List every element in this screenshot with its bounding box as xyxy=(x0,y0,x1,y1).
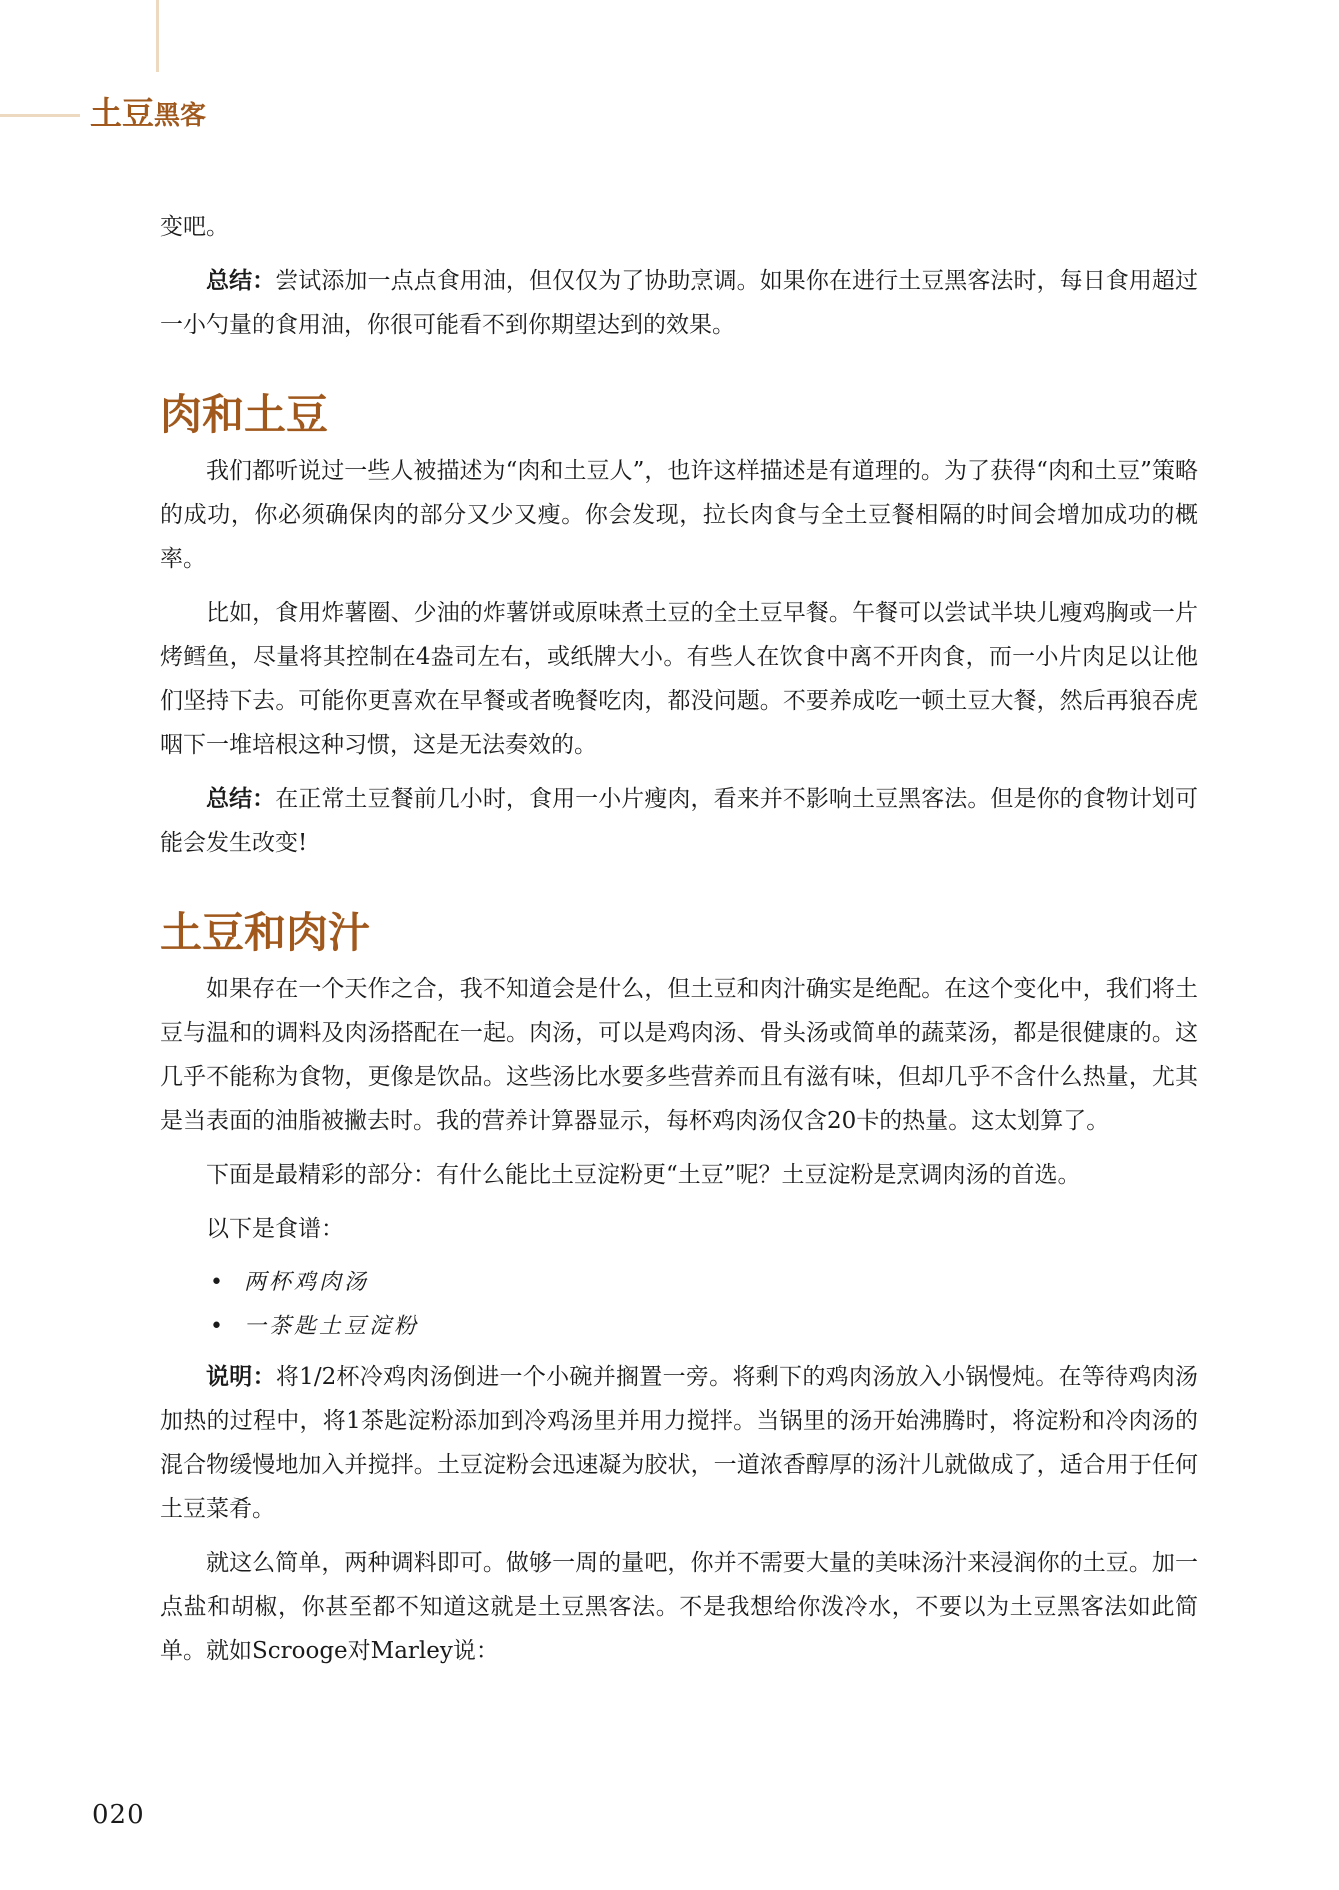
ingredient-text: 两杯鸡肉汤 xyxy=(244,1270,370,1295)
decorative-vertical-rule xyxy=(156,0,159,72)
page-number: 020 xyxy=(92,1800,145,1830)
bullet-glyph: • xyxy=(210,1270,226,1295)
list-item xyxy=(210,1261,1198,1305)
summary-label: 总结： xyxy=(206,268,276,294)
summary-paragraph xyxy=(160,259,1198,347)
page-body xyxy=(160,205,1198,1683)
continuation-text: 变吧。 xyxy=(160,214,229,240)
summary-label: 总结： xyxy=(206,786,276,812)
body-paragraph: 就这么简单，两种调料即可。做够一周的量吧，你并不需要大量的美味汤汁来浸润你的土豆。加一点盐和胡椒，你甚至都不知道这就是土豆黑客法。不是我想给你泼冷水，不要以为土豆黑客法如此简单。就如Scrooge对Marley说： xyxy=(160,1550,1198,1664)
running-header-title-small: 黑客 xyxy=(154,101,207,131)
decorative-horizontal-rule xyxy=(0,114,80,117)
summary-text: 在正常土豆餐前几小时，食用一小片瘦肉，看来并不影响土豆黑客法。但是你的食物计划可能会发生改变! xyxy=(160,786,1199,856)
section-heading-meat-potatoes: 肉和土豆 xyxy=(160,390,329,439)
summary-text: 尝试添加一点点食用油，但仅仅为了协助烹调。如果你在进行土豆黑客法时，每日食用超过一小勺量的食用油，你很可能看不到你期望达到的效果。 xyxy=(160,268,1199,338)
recipe-intro: 以下是食谱： xyxy=(206,1216,344,1242)
body-paragraph: 如果存在一个天作之合，我不知道会是什么，但土豆和肉汁确实是绝配。在这个变化中，我们将土豆与温和的调料及肉汤搭配在一起。肉汤，可以是鸡肉汤、骨头汤或简单的蔬菜汤，都是很健康的。这几乎不能称为食物，更像是饮品。这些汤比水要多些营养而且有滋有味，但却几乎不含什么热量，尤其是当表面的油脂被撇去时。我的营养计算器显示，每杯鸡肉汤仅含20卡的热量。这太划算了。 xyxy=(160,976,1198,1134)
running-header-title-big: 土豆 xyxy=(90,94,155,132)
body-paragraph: 比如，食用炸薯圈、少油的炸薯饼或原味煮土豆的全土豆早餐。午餐可以尝试半块儿瘦鸡胸或一片烤鳕鱼，尽量将其控制在4盎司左右，或纸牌大小。有些人在饮食中离不开肉食，而一小片肉足以让他们坚持下去。可能你更喜欢在早餐或者晚餐吃肉，都没问题。不要养成吃一顿土豆大餐，然后再狼吞虎咽下一堆培根这种习惯，这是无法奏效的。 xyxy=(160,600,1198,758)
body-paragraph: 我们都听说过一些人被描述为“肉和土豆人”，也许这样描述是有道理的。为了获得“肉和土豆”策略的成功，你必须确保肉的部分又少又瘦。你会发现，拉长肉食与全土豆餐相隔的时间会增加成功的概率。 xyxy=(160,458,1198,572)
ingredient-list xyxy=(160,1261,1198,1349)
summary-paragraph xyxy=(160,777,1198,865)
running-header xyxy=(90,88,206,134)
list-item xyxy=(210,1305,1198,1349)
ingredient-text: 一茶匙土豆淀粉 xyxy=(244,1314,420,1339)
instructions-text: 将1/2杯冷鸡肉汤倒进一个小碗并搁置一旁。将剩下的鸡肉汤放入小锅慢炖。在等待鸡肉汤加热的过程中，将1茶匙淀粉添加到冷鸡汤里并用力搅拌。当锅里的汤开始沸腾时，将淀粉和冷肉汤的混合物缓慢地加入并搅拌。土豆淀粉会迅速凝为胶状，一道浓香醇厚的汤汁儿就做成了，适合用于任何土豆菜肴。 xyxy=(160,1364,1199,1522)
instructions-label: 说明： xyxy=(206,1364,276,1390)
bullet-glyph: • xyxy=(210,1314,226,1339)
body-paragraph: 下面是最精彩的部分：有什么能比土豆淀粉更“土豆”呢？土豆淀粉是烹调肉汤的首选。 xyxy=(206,1162,1081,1188)
section-heading-potatoes-gravy: 土豆和肉汁 xyxy=(160,908,371,957)
instructions-paragraph xyxy=(160,1355,1198,1531)
